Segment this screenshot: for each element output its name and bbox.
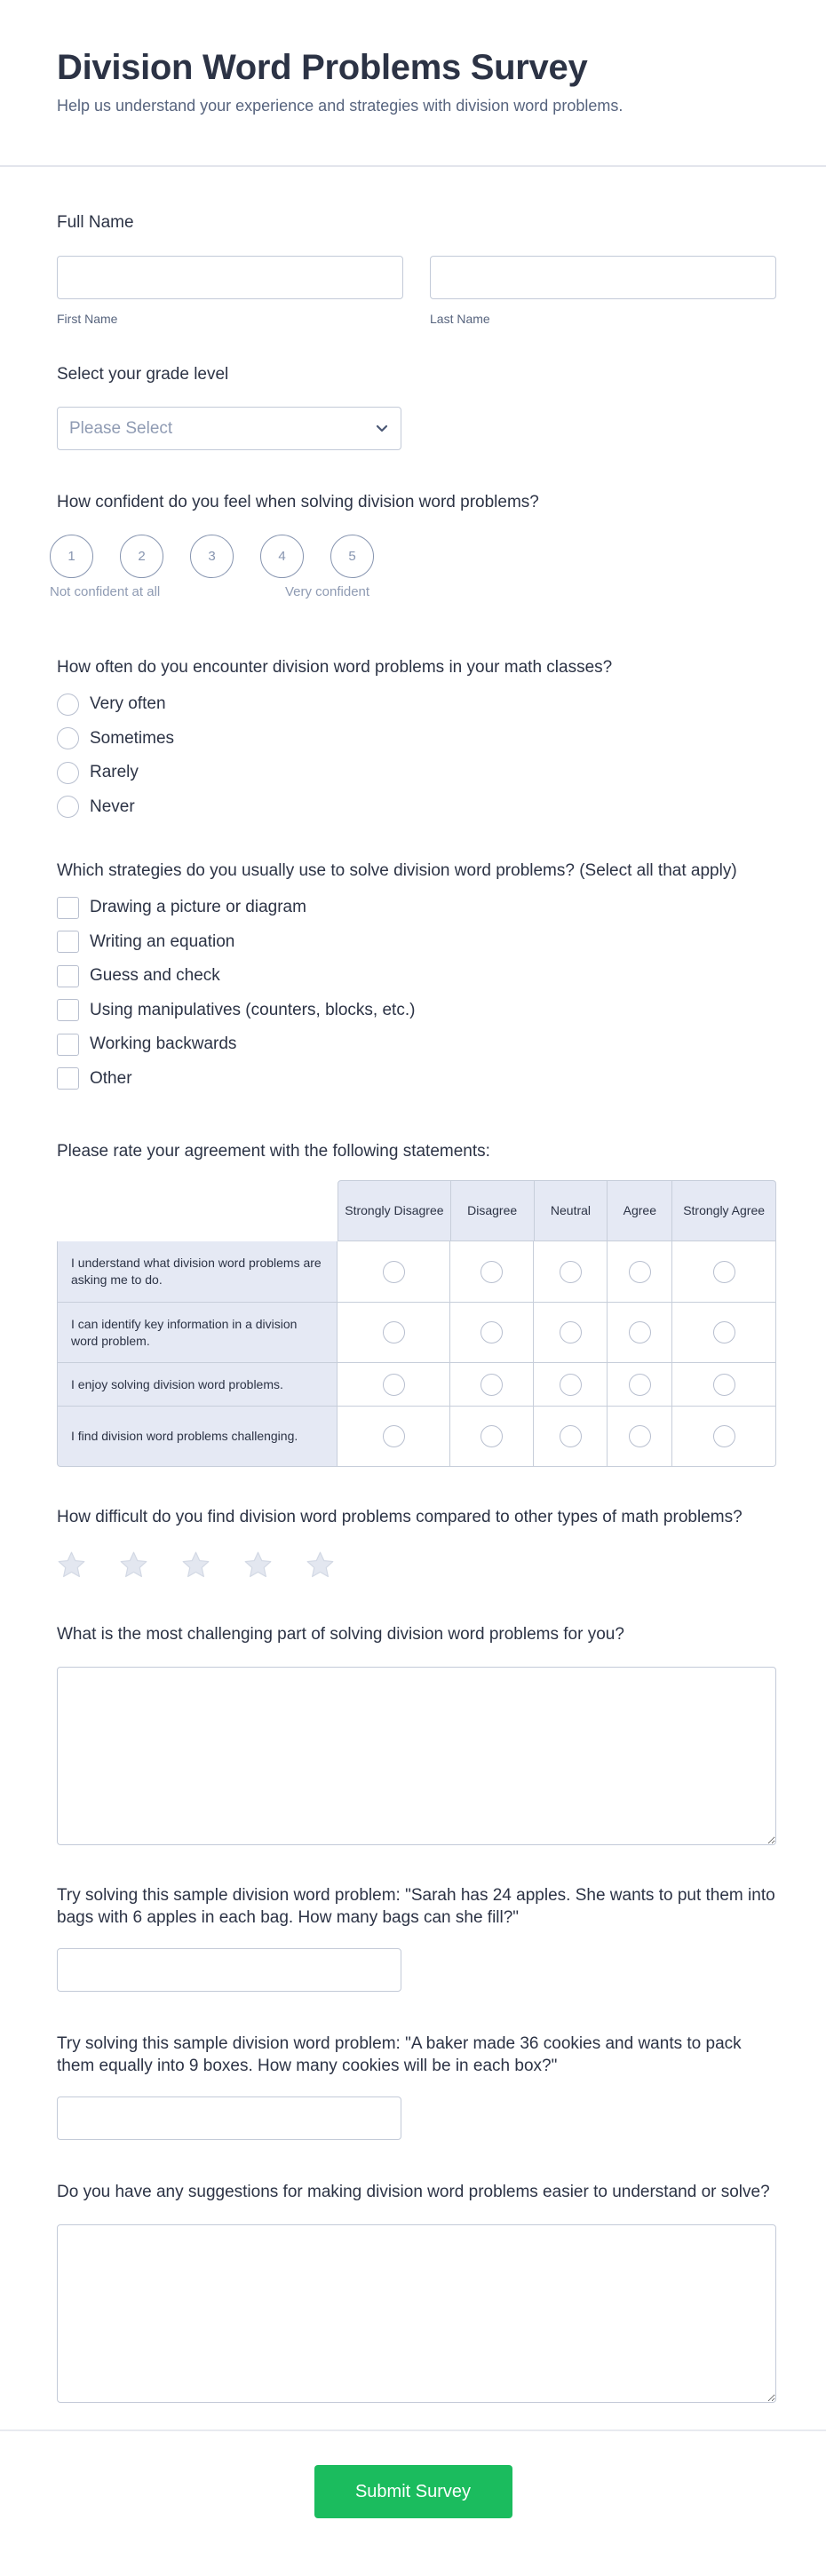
last-name-sublabel: Last Name [430, 312, 490, 326]
matrix-radio[interactable] [383, 1321, 405, 1343]
strategy-option[interactable] [57, 1062, 776, 1097]
matrix-radio[interactable] [713, 1374, 735, 1396]
matrix-column-header: Strongly Agree [672, 1180, 776, 1241]
frequency-option[interactable] [57, 790, 776, 825]
checkbox[interactable] [57, 999, 79, 1021]
frequency-question [57, 656, 776, 824]
confidence-question [50, 491, 776, 619]
matrix-row [57, 1407, 776, 1467]
grade-select[interactable] [57, 407, 401, 450]
radio-button[interactable] [57, 762, 79, 784]
strategies-question [57, 860, 776, 1096]
confidence-scale [50, 535, 776, 578]
scale-option-1[interactable]: 1 [50, 535, 93, 578]
grade-question [57, 363, 776, 450]
matrix-column-header: Agree [608, 1180, 672, 1241]
sample-problem-2-question [57, 2033, 776, 2140]
matrix-row-label: I find division word problems challenging. [57, 1407, 338, 1467]
difficulty-label: How difficult do you find division word problems compared to other types of math problems? [57, 1508, 743, 1526]
suggestions-textarea[interactable] [57, 2224, 776, 2403]
strategies-label: Which strategies do you usually use to solve division word problems? (Select all that apply) [57, 861, 737, 880]
matrix-radio[interactable] [629, 1374, 651, 1396]
star-icon[interactable] [55, 1550, 88, 1581]
scale-high-label: Very confident [285, 584, 370, 599]
matrix-row-label: I enjoy solving division word problems. [57, 1363, 338, 1407]
challenging-textarea[interactable] [57, 1667, 776, 1845]
scale-low-label: Not confident at all [50, 584, 161, 599]
matrix-row-label: I can identify key information in a division word problem. [57, 1303, 338, 1363]
scale-option-3[interactable]: 3 [190, 535, 234, 578]
matrix-radio[interactable] [629, 1261, 651, 1283]
matrix-row-label: I understand what division word problems are asking me to do. [57, 1241, 338, 1303]
frequency-option[interactable] [57, 756, 776, 790]
strategy-option[interactable] [57, 994, 776, 1028]
matrix-row [57, 1363, 776, 1407]
option-label: Guess and check [90, 966, 220, 986]
difficulty-question [57, 1506, 776, 1581]
confidence-label: How confident do you feel when solving division word problems? [57, 493, 539, 511]
frequency-option[interactable] [57, 722, 776, 757]
radio-button[interactable] [57, 694, 79, 716]
matrix-radio[interactable] [560, 1321, 582, 1343]
option-label: Using manipulatives (counters, blocks, etc.) [90, 1000, 416, 1019]
sample-problem-1-label: Try solving this sample division word problem: "Sarah has 24 apples. She wants to put them into bags with 6 apples in each bag. How many bags can she fill?" [57, 1886, 775, 1927]
matrix-radio[interactable] [481, 1321, 503, 1343]
frequency-label: How often do you encounter division word problems in your math classes? [57, 658, 613, 677]
checkbox[interactable] [57, 965, 79, 987]
matrix-radio[interactable] [481, 1261, 503, 1283]
sample-problem-1-input[interactable] [57, 1948, 401, 1992]
scale-option-4[interactable]: 4 [260, 535, 304, 578]
first-name-sublabel: First Name [57, 312, 118, 326]
star-icon[interactable] [242, 1550, 274, 1581]
matrix-column-header: Disagree [451, 1180, 535, 1241]
matrix-radio[interactable] [560, 1374, 582, 1396]
challenging-label: What is the most challenging part of solving division word problems for you? [57, 1625, 624, 1644]
sample-problem-1-question [57, 1884, 776, 1992]
checkbox[interactable] [57, 897, 79, 919]
grade-select-value: Please Select [69, 418, 173, 438]
option-label: Never [90, 797, 135, 816]
star-icon[interactable] [304, 1550, 337, 1581]
star-icon[interactable] [117, 1550, 150, 1581]
matrix-row [57, 1303, 776, 1363]
matrix-radio[interactable] [481, 1425, 503, 1447]
strategy-option[interactable] [57, 1027, 776, 1062]
matrix-radio[interactable] [383, 1425, 405, 1447]
agreement-label: Please rate your agreement with the following statements: [57, 1142, 490, 1161]
agreement-question [57, 1140, 776, 1467]
option-label: Rarely [90, 763, 139, 782]
radio-button[interactable] [57, 796, 79, 818]
scale-option-2[interactable]: 2 [120, 535, 163, 578]
matrix-radio[interactable] [383, 1261, 405, 1283]
page-subtitle: Help us understand your experience and strategies with division word problems. [57, 97, 623, 115]
full-name-question [57, 211, 776, 326]
matrix-radio[interactable] [383, 1374, 405, 1396]
matrix-radio[interactable] [629, 1425, 651, 1447]
matrix-column-header: Neutral [535, 1180, 608, 1241]
page-title: Division Word Problems Survey [57, 48, 588, 87]
option-label: Drawing a picture or diagram [90, 898, 306, 917]
challenging-question [57, 1623, 776, 1845]
matrix-radio[interactable] [560, 1425, 582, 1447]
full-name-label: Full Name [57, 213, 134, 232]
option-label: Writing an equation [90, 931, 235, 951]
suggestions-label: Do you have any suggestions for making division word problems easier to understand or solve? [57, 2183, 770, 2201]
last-name-input[interactable] [430, 256, 776, 299]
survey-form [0, 211, 826, 2403]
option-label: Very often [90, 694, 166, 714]
form-header [0, 0, 826, 167]
first-name-input[interactable] [57, 256, 403, 299]
matrix-header [338, 1180, 776, 1241]
suggestions-question [57, 2181, 776, 2403]
checkbox[interactable] [57, 1067, 79, 1090]
matrix-column-header: Strongly Disagree [338, 1180, 451, 1241]
checkbox[interactable] [57, 931, 79, 953]
matrix-radio[interactable] [481, 1374, 503, 1396]
submit-survey-button[interactable]: Submit Survey [314, 2465, 512, 2518]
chevron-down-icon [374, 420, 390, 436]
matrix-radio[interactable] [713, 1425, 735, 1447]
radio-button[interactable] [57, 727, 79, 749]
option-label: Working backwards [90, 1034, 237, 1054]
option-label: Other [90, 1068, 132, 1088]
form-footer [0, 2429, 826, 2568]
frequency-option[interactable] [57, 687, 776, 722]
matrix-radio[interactable] [713, 1261, 735, 1283]
matrix-row [57, 1241, 776, 1303]
checkbox[interactable] [57, 1034, 79, 1056]
sample-problem-2-input[interactable] [57, 2096, 401, 2140]
agreement-matrix [57, 1180, 776, 1467]
sample-problem-2-label: Try solving this sample division word problem: "A baker made 36 cookies and wants to pack them equally into 9 boxes. How many cookies will be in each box?" [57, 2034, 742, 2075]
strategy-option[interactable] [57, 925, 776, 960]
grade-label: Select your grade level [57, 365, 229, 384]
matrix-radio[interactable] [713, 1321, 735, 1343]
matrix-radio[interactable] [560, 1261, 582, 1283]
scale-option-5[interactable]: 5 [330, 535, 374, 578]
option-label: Sometimes [90, 728, 175, 748]
star-icon[interactable] [179, 1550, 212, 1581]
matrix-radio[interactable] [629, 1321, 651, 1343]
strategy-option[interactable] [57, 891, 776, 925]
star-rating [55, 1550, 776, 1581]
strategy-option[interactable] [57, 959, 776, 994]
